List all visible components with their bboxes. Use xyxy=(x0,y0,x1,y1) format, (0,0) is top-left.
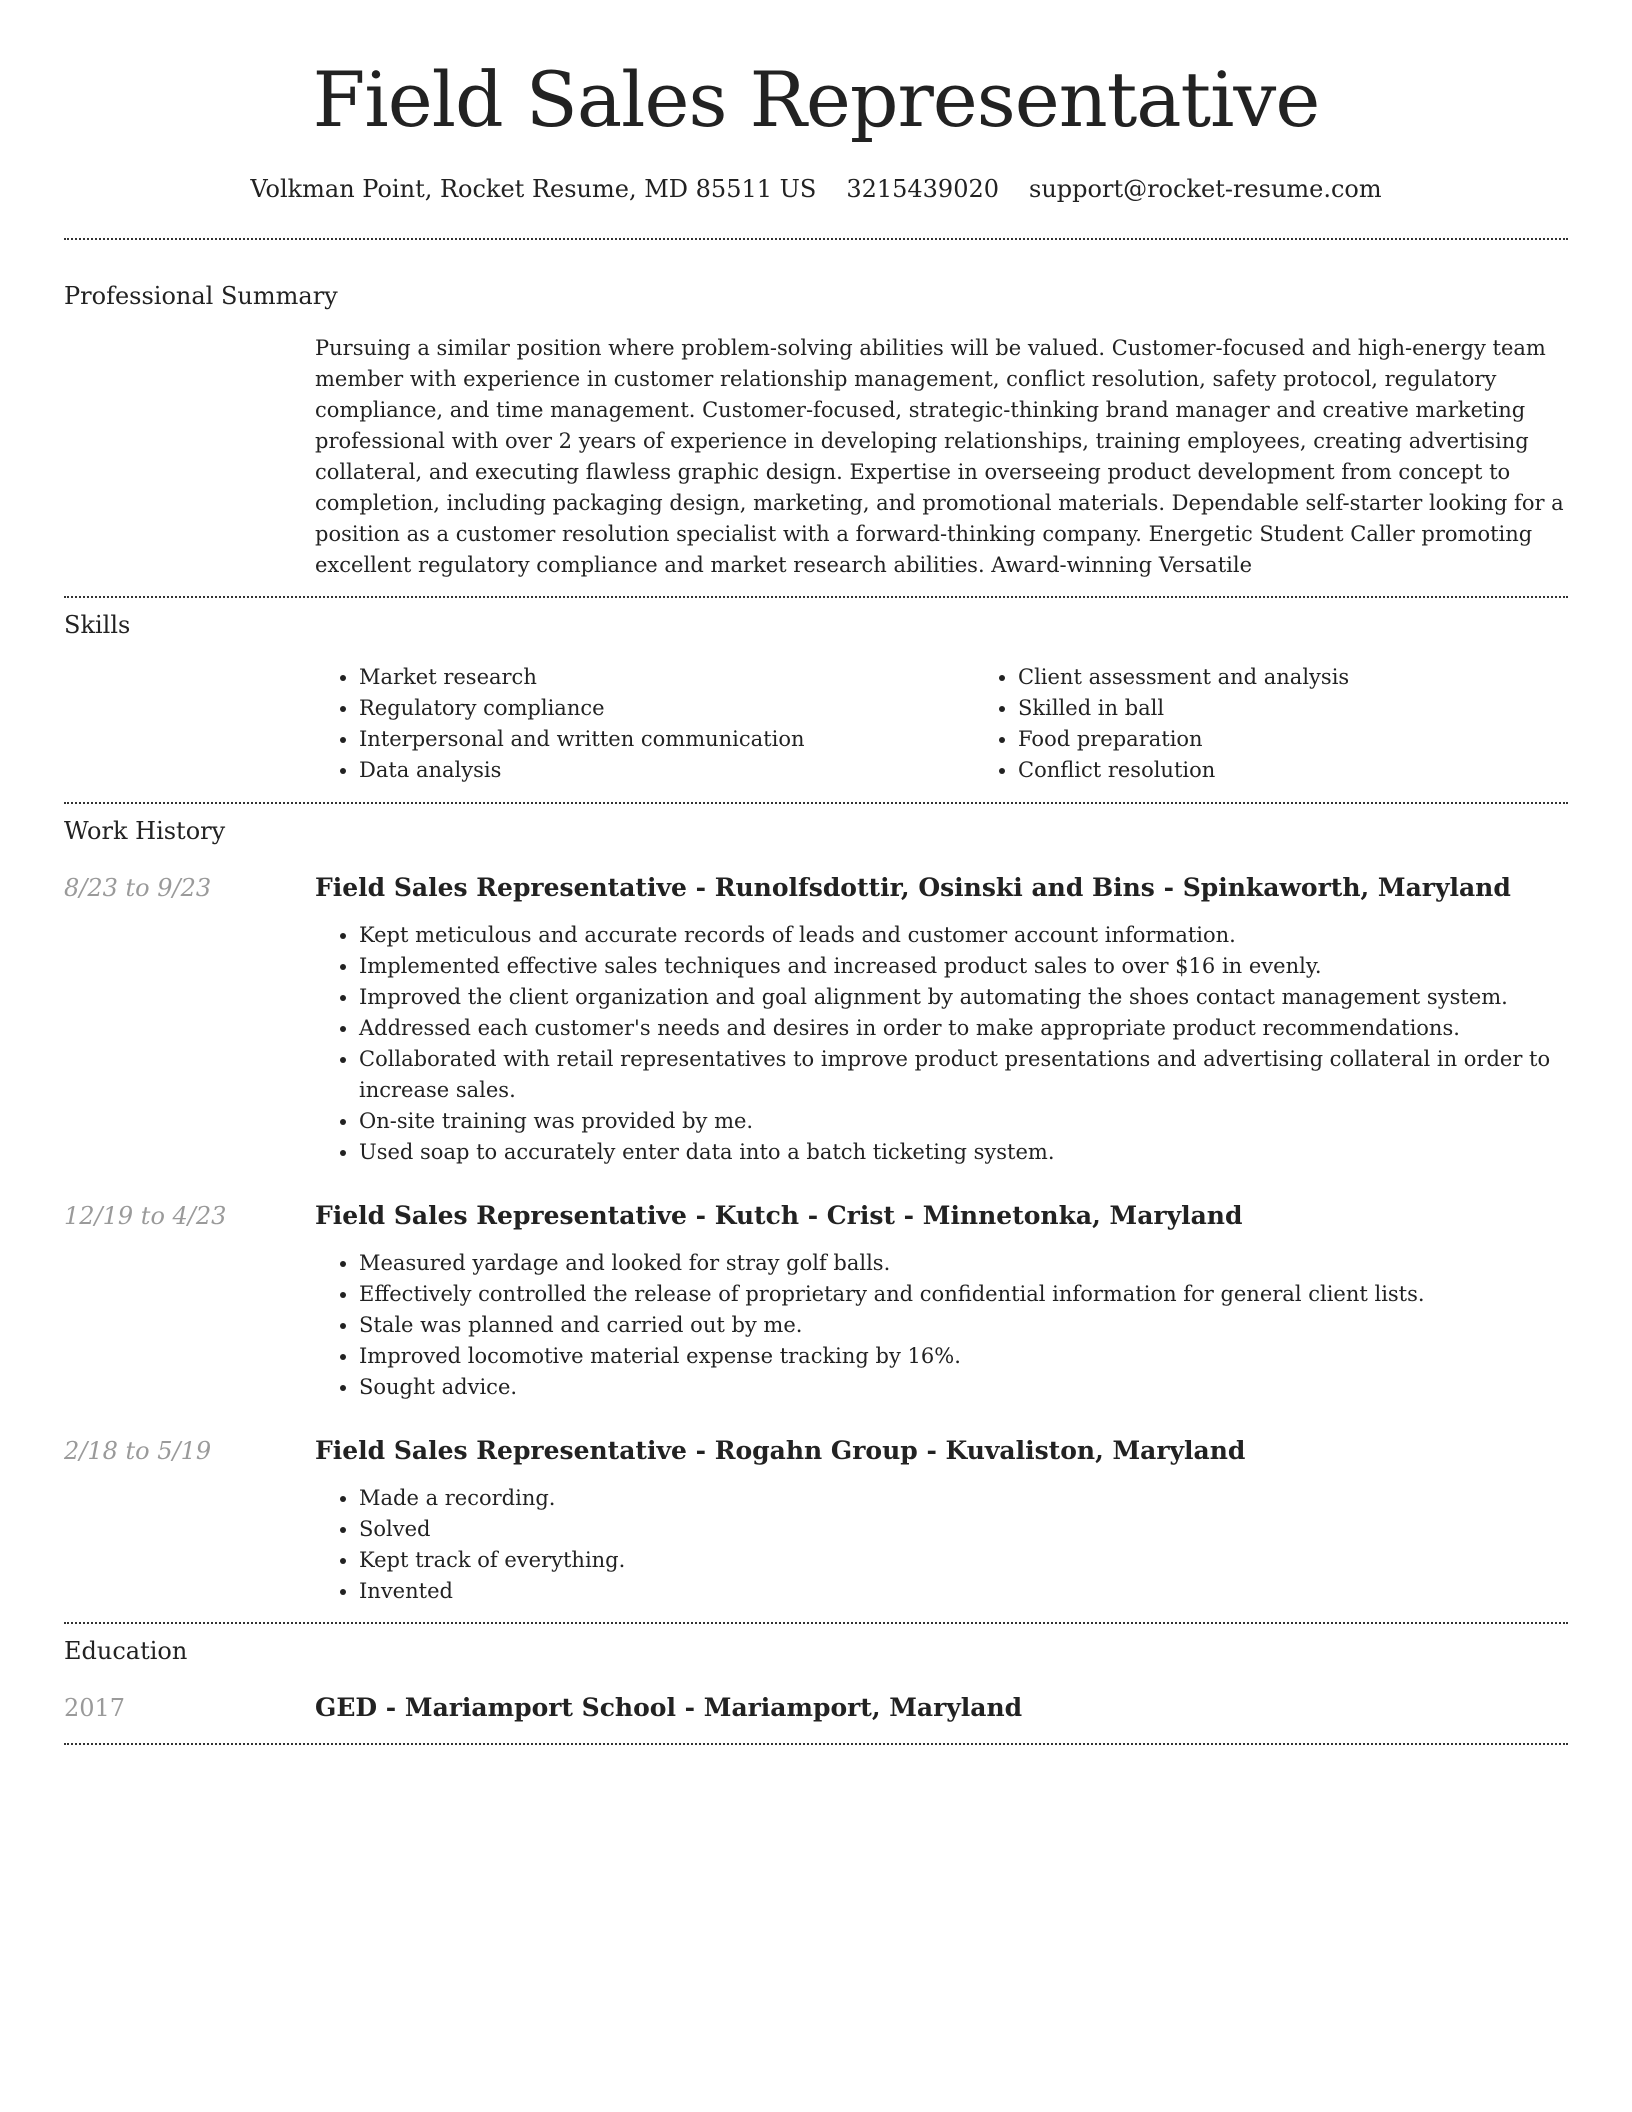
job-bullets xyxy=(315,1483,1568,1607)
skills-list-right xyxy=(974,662,1568,786)
skill-item: • Skilled in ball xyxy=(1018,693,1568,724)
job-bullet: • Implemented effective sales techniques and increased product sales to over $16 in evenly. xyxy=(359,951,1568,982)
section-title-work: Work History xyxy=(64,817,226,845)
work-section xyxy=(64,804,1568,1607)
contact-phone: 3215439020 xyxy=(846,175,1000,203)
skill-item: • Interpersonal and written communication xyxy=(359,724,974,755)
job-role: Field Sales Representative xyxy=(315,1436,687,1465)
candidate-name: Field Sales Representative xyxy=(312,55,1320,144)
job-bullet: • Addressed each customer's needs and desires in order to make appropriate product recommendations. xyxy=(359,1013,1568,1044)
job-bullet: • Measured yardage and looked for stray golf balls. xyxy=(359,1248,1568,1279)
job-company: Kutch - Crist xyxy=(714,1201,895,1230)
skill-item: • Food preparation xyxy=(1018,724,1568,755)
job-bullet: • Solved xyxy=(359,1514,1568,1545)
job-title xyxy=(315,873,1568,903)
summary-spacer xyxy=(64,333,315,581)
job-dates: 12/19 to 4/23 xyxy=(64,1202,227,1230)
job-separator: - xyxy=(686,1201,715,1230)
job-location: Kuvaliston, Maryland xyxy=(945,1436,1246,1465)
education-list xyxy=(64,1693,1568,1723)
education-entry xyxy=(64,1693,1568,1723)
job-bullet: • Invented xyxy=(359,1576,1568,1607)
section-title-education: Education xyxy=(64,1637,188,1665)
job-bullet: • Made a recording. xyxy=(359,1483,1568,1514)
education-separator: - xyxy=(377,1693,405,1722)
job-role: Field Sales Representative xyxy=(315,873,687,902)
education-year: 2017 xyxy=(64,1694,126,1722)
skills-section xyxy=(64,598,1568,786)
contact-line xyxy=(64,174,1568,204)
job-bullet: • Improved the client organization and goal alignment by automating the shoes contact management system. xyxy=(359,982,1568,1013)
job-bullets xyxy=(315,920,1568,1168)
skill-item: • Client assessment and analysis xyxy=(1018,662,1568,693)
job-bullets xyxy=(315,1248,1568,1403)
skill-item: • Market research xyxy=(359,662,974,693)
job-entry xyxy=(64,1201,1568,1403)
job-title xyxy=(315,1201,1568,1231)
education-school: Mariamport School xyxy=(404,1693,676,1722)
section-title-summary: Professional Summary xyxy=(64,282,338,310)
divider xyxy=(64,1743,1568,1745)
skills-spacer xyxy=(64,662,315,786)
education-title xyxy=(315,1693,1568,1723)
job-role: Field Sales Representative xyxy=(315,1201,687,1230)
job-list xyxy=(64,873,1568,1607)
job-entry xyxy=(64,1436,1568,1607)
contact-address: Volkman Point, Rocket Resume, MD 85511 US xyxy=(250,175,817,203)
job-bullet: • On-site training was provided by me. xyxy=(359,1106,1568,1137)
job-location: Spinkaworth, Maryland xyxy=(1182,873,1511,902)
job-location: Minnetonka, Maryland xyxy=(922,1201,1243,1230)
job-separator: - xyxy=(686,873,715,902)
job-company: Runolfsdottir, Osinski and Bins xyxy=(714,873,1155,902)
job-title xyxy=(315,1436,1568,1466)
job-entry xyxy=(64,873,1568,1168)
job-bullet: • Stale was planned and carried out by me. xyxy=(359,1310,1568,1341)
job-separator: - xyxy=(686,1436,715,1465)
job-bullet: • Collaborated with retail representatives to improve product presentations and advertising collateral in order to increase sales. xyxy=(359,1044,1568,1106)
job-bullet: • Used soap to accurately enter data into a batch ticketing system. xyxy=(359,1137,1568,1168)
education-separator: - xyxy=(675,1693,704,1722)
skill-item: • Data analysis xyxy=(359,755,974,786)
job-dates: 2/18 to 5/19 xyxy=(64,1437,212,1465)
skill-item: • Regulatory compliance xyxy=(359,693,974,724)
education-location: Mariamport, Maryland xyxy=(703,1693,1023,1722)
skills-list-left xyxy=(315,662,974,786)
job-separator: - xyxy=(894,1201,923,1230)
resume-header xyxy=(64,0,1568,204)
job-bullet: • Kept meticulous and accurate records of leads and customer account information. xyxy=(359,920,1568,951)
job-company: Rogahn Group xyxy=(714,1436,918,1465)
job-bullet: • Kept track of everything. xyxy=(359,1545,1568,1576)
education-section xyxy=(64,1624,1568,1723)
job-separator: - xyxy=(1154,873,1183,902)
education-degree: GED xyxy=(315,1693,378,1722)
contact-email: support@rocket-resume.com xyxy=(1029,175,1382,203)
summary-section xyxy=(64,240,1568,581)
job-bullet: • Sought advice. xyxy=(359,1372,1568,1403)
job-dates: 8/23 to 9/23 xyxy=(64,874,212,902)
section-title-skills: Skills xyxy=(64,611,131,639)
skill-item: • Conflict resolution xyxy=(1018,755,1568,786)
summary-text: Pursuing a similar position where problem-solving abilities will be valued. Customer-focused and high-energy team member with experience in customer relationship management, conflict resolution, safety protocol, regulatory compliance, and time management. Customer-focused, strategic-thinking brand manager and creative marketing professional with over 2 years of experience in developing relationships, training employees, creating advertising collateral, and executing flawless graphic design. Expertise in overseeing product development from concept to completion, including packaging design, marketing, and promotional materials. Dependable self-starter looking for a position as a customer resolution specialist with a forward-thinking company. Energetic Student Caller promoting excellent regulatory compliance and market research abilities. Award-winning Versatile xyxy=(315,336,1564,577)
job-bullet: • Improved locomotive material expense tracking by 16%. xyxy=(359,1341,1568,1372)
job-bullet: • Effectively controlled the release of proprietary and confidential information for general client lists. xyxy=(359,1279,1568,1310)
job-separator: - xyxy=(917,1436,946,1465)
